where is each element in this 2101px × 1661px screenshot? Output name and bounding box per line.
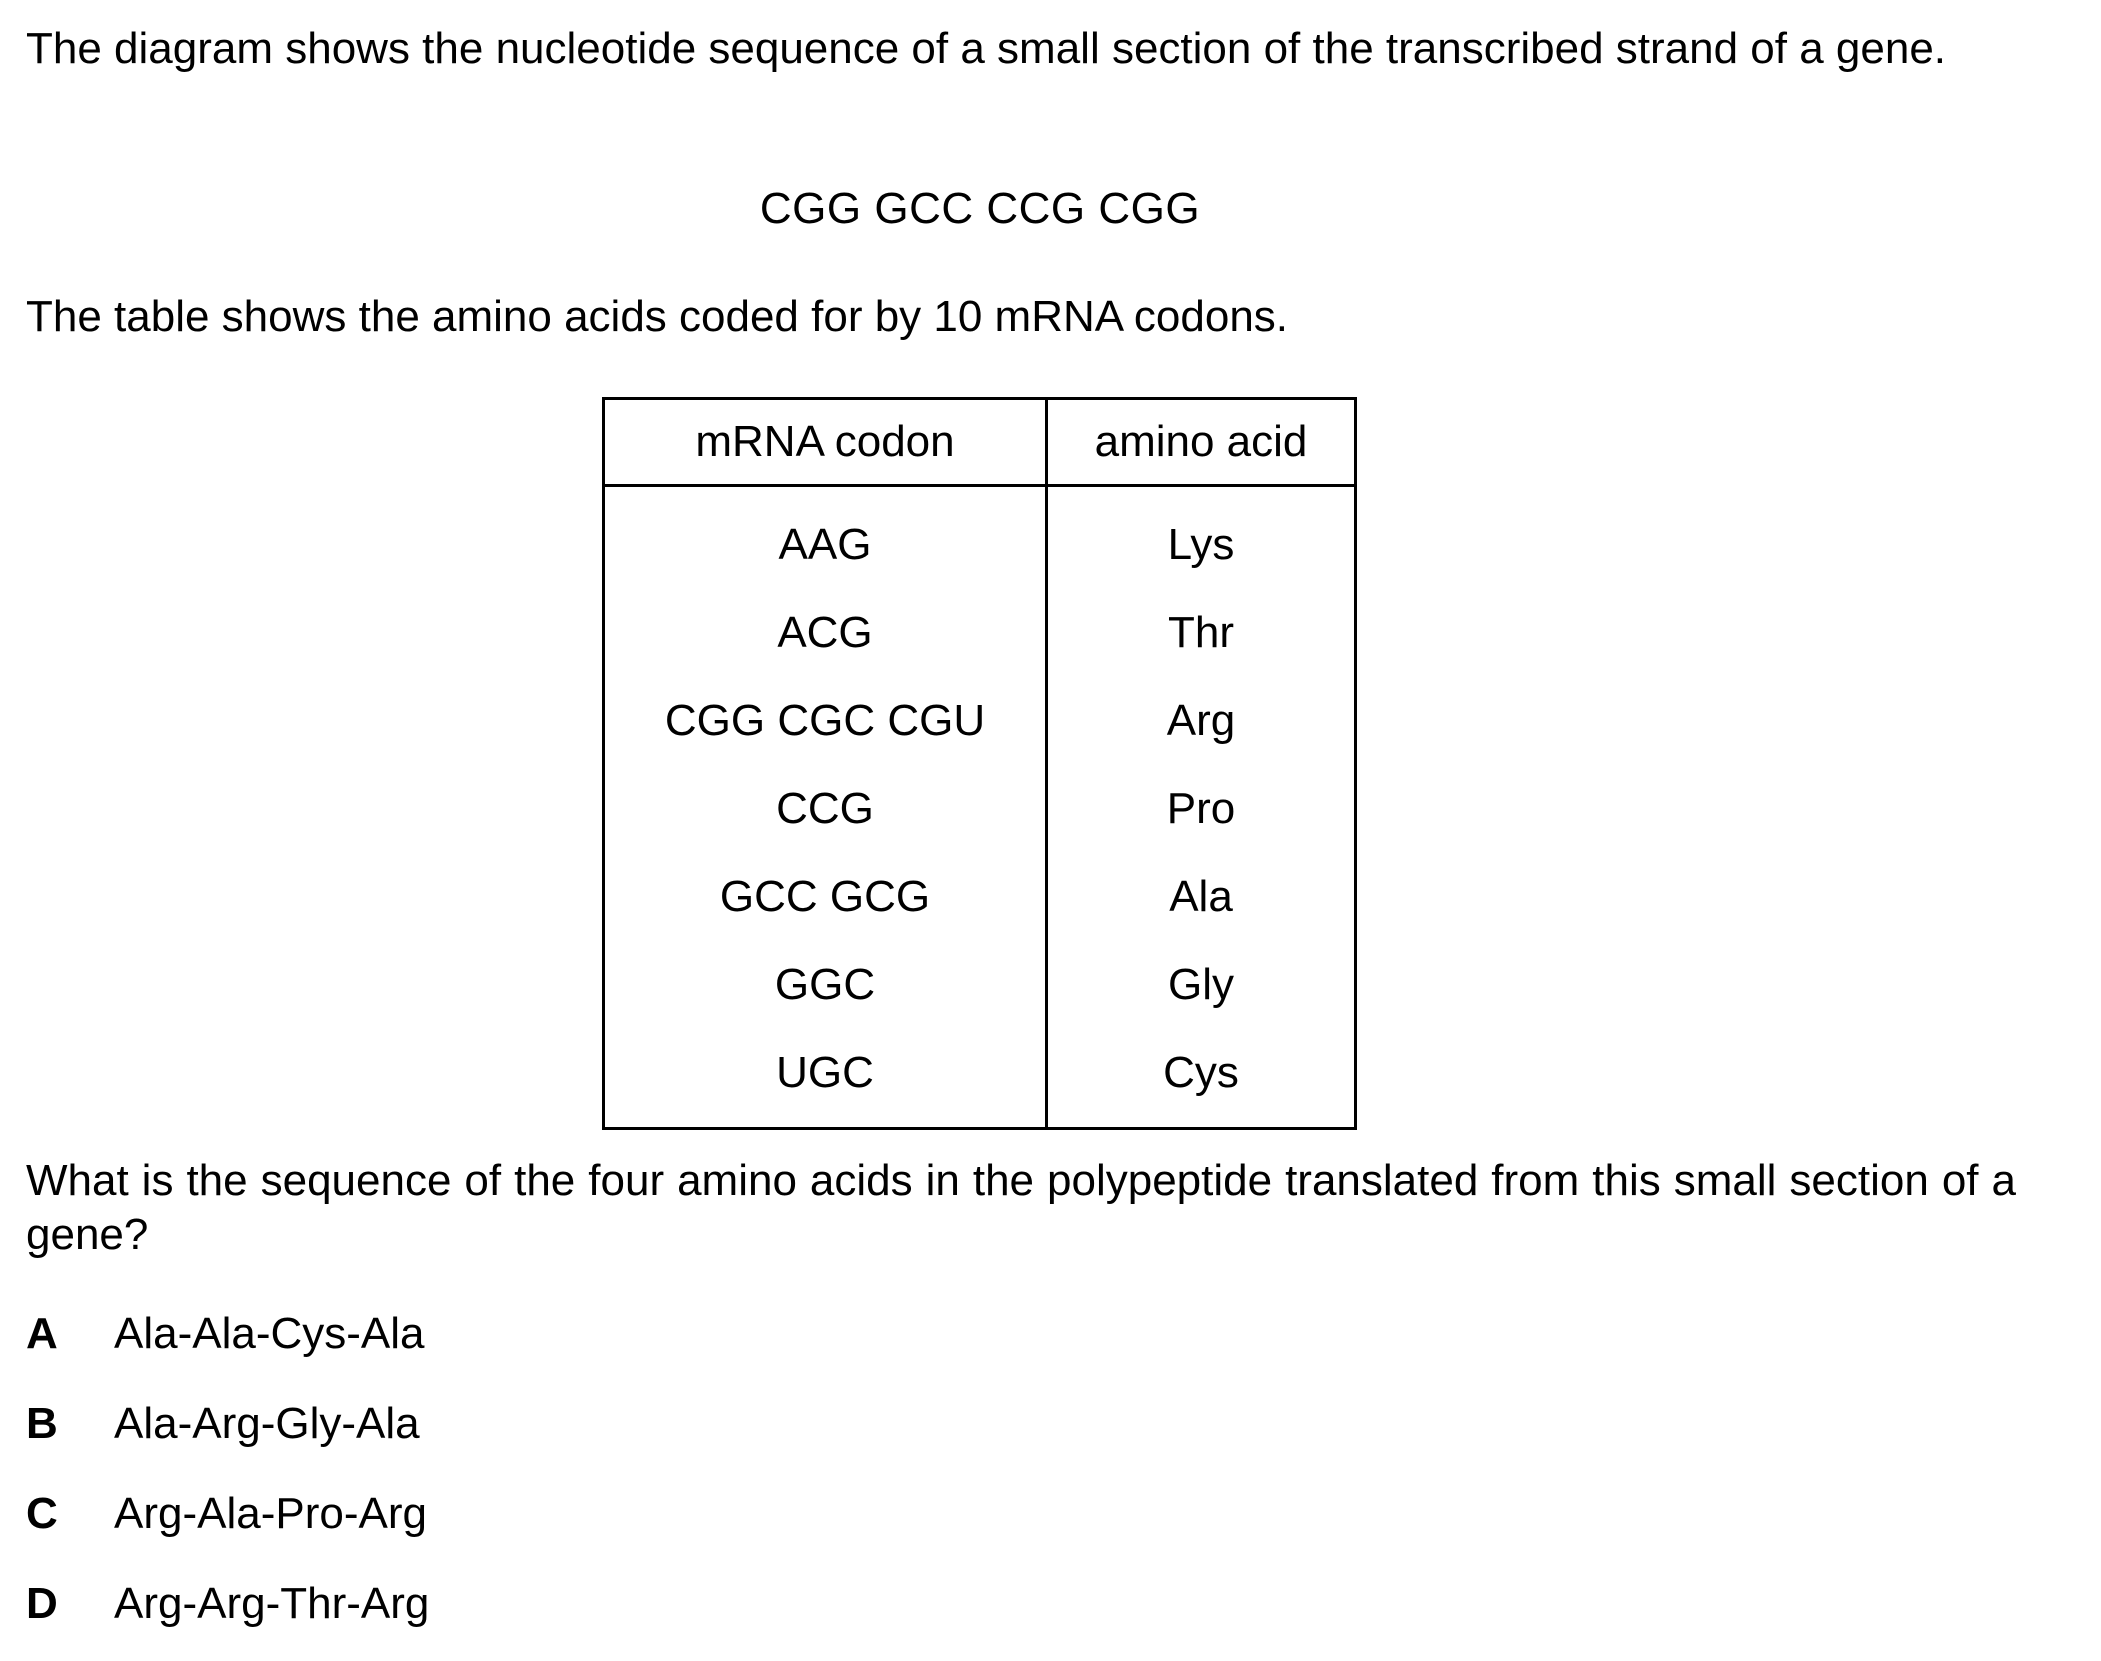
- amino-acid-cell: Arg: [1166, 696, 1236, 745]
- intro-text: The diagram shows the nucleotide sequence of a small section of the transcribed strand of a gene.: [26, 24, 1947, 73]
- table-row: [604, 589, 1356, 677]
- amino-acid-cell: Gly: [1168, 960, 1234, 1009]
- option-text: Arg-Ala-Pro-Arg: [114, 1489, 427, 1538]
- codon-cell: CCG: [604, 765, 1047, 853]
- option-letter: D: [26, 1579, 58, 1628]
- codon-cell: CGG CGC CGU: [604, 677, 1047, 765]
- codon-cell: ACG: [604, 589, 1047, 677]
- table-row: [604, 486, 1356, 590]
- codon-cell: AAG: [604, 486, 1047, 590]
- option-text: Arg-Arg-Thr-Arg: [114, 1579, 430, 1628]
- header-mrna-codon: mRNA codon: [604, 399, 1047, 486]
- question-text: What is the sequence of the four amino acids in the polypeptide translated from this small section of a gene?: [26, 1156, 2016, 1259]
- codon-table: [602, 397, 1357, 1130]
- table-row: [604, 765, 1356, 853]
- table-row: [604, 677, 1356, 765]
- table-intro-text: The table shows the amino acids coded for by 10 mRNA codons.: [26, 292, 1289, 341]
- amino-acid-cell: Thr: [1168, 608, 1234, 657]
- option-letter: B: [26, 1399, 58, 1448]
- option-text: Ala-Arg-Gly-Ala: [114, 1399, 420, 1448]
- table-header-row: [604, 399, 1356, 486]
- codon-cell: UGC: [604, 1029, 1047, 1129]
- amino-acid-cell: Pro: [1166, 784, 1236, 833]
- header-amino-acid: amino acid: [1047, 399, 1356, 486]
- option-letter: A: [26, 1309, 58, 1358]
- amino-acid-cell: Lys: [1167, 520, 1235, 569]
- codon-cell: GGC: [604, 941, 1047, 1029]
- amino-acid-cell: Ala: [1169, 872, 1233, 921]
- codon-cell: GCC GCG: [604, 853, 1047, 941]
- table-row: [604, 1029, 1356, 1129]
- option-letter: C: [26, 1489, 58, 1538]
- amino-acid-cell: Cys: [1163, 1048, 1239, 1097]
- table-row: [604, 853, 1356, 941]
- option-text: Ala-Ala-Cys-Ala: [114, 1309, 425, 1358]
- table-row: [604, 941, 1356, 1029]
- nucleotide-sequence: CGG GCC CCG CGG: [759, 184, 1201, 233]
